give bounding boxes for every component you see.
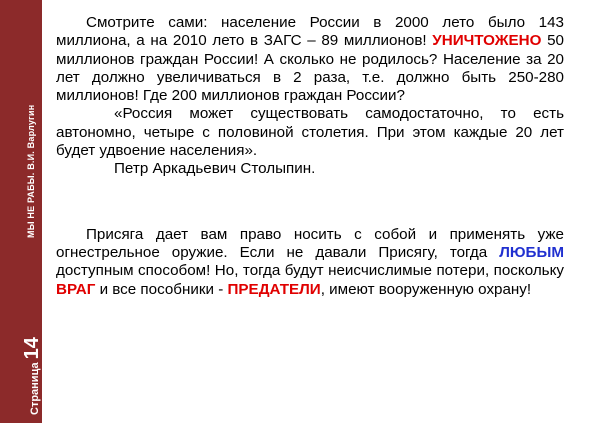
page-label: Страница <box>29 362 41 415</box>
series-title: МЫ НЕ РАБЫ. В.И. Варлугин <box>26 104 36 238</box>
page-number: 14 <box>21 337 43 360</box>
paragraph-oath <box>56 226 564 299</box>
emphasis-traitors: ПРЕДАТЕЛИ <box>227 280 321 298</box>
emphasis-enemy: ВРАГ <box>56 280 96 298</box>
paragraph-text: 50 миллионов граждан России! А сколько не родилось? Население за 20 лет должно увеличиваться в 2 раза, т.е. должно быть 250-280 миллионов! Где 200 миллионов граждан России? <box>56 32 564 105</box>
page-indicator <box>21 337 44 415</box>
quote-author: Петр Аркадьевич Столыпин. <box>114 160 316 178</box>
emphasis-any: ЛЮБЫМ <box>499 243 564 261</box>
paragraph-text: Присяга дает вам право носить с собой и применять уже огнестрельное оружие. Если не давали Присягу, тогда <box>56 225 564 261</box>
paragraph-text: , имеют вооруженную охрану! <box>320 280 532 298</box>
paragraph-text: и все пособники - <box>95 280 228 298</box>
stolypin-quote: «Россия может существовать самодостаточно, то есть автономно, четыре с половиной столетия. При этом каждые 20 лет будет удвоение населения». <box>56 105 564 160</box>
paragraph-text: доступным способом! Но, тогда будут неисчислимые потери, поскольку <box>56 262 564 280</box>
emphasis-destroyed: УНИЧТОЖЕНО <box>432 32 542 50</box>
sidebar <box>0 0 42 423</box>
page-content <box>56 14 564 299</box>
paragraph-text: Смотрите сами: население России в 2000 лето было 143 миллиона, а на 2010 лето в ЗАГС – 89 миллионов! <box>56 14 564 50</box>
paragraph-population <box>56 14 564 105</box>
